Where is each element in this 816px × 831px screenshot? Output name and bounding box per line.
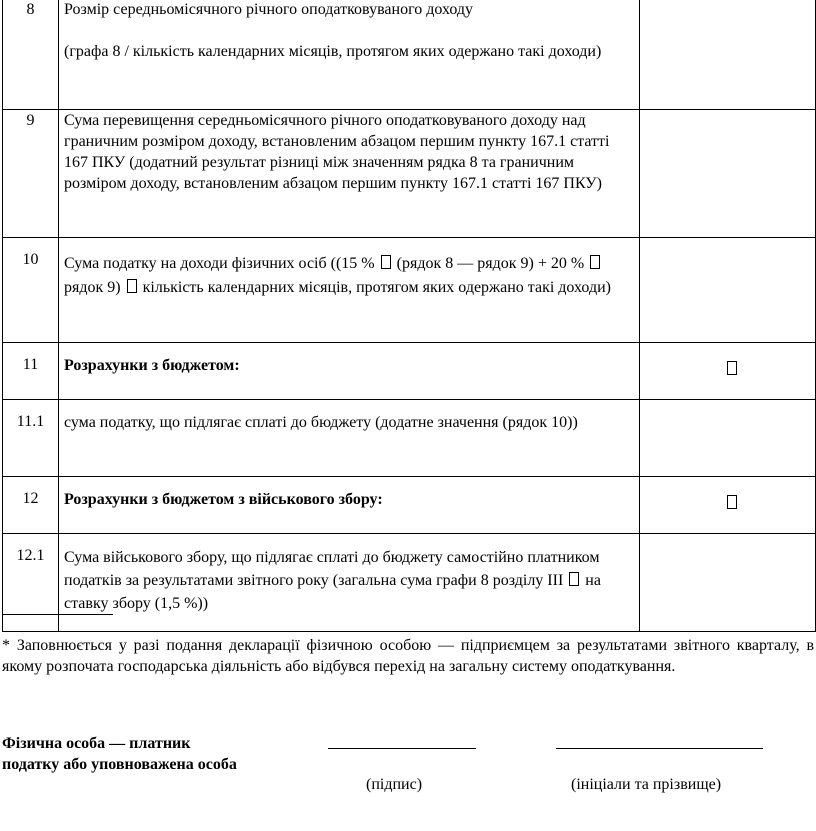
signature-caption: (підпис)	[366, 776, 423, 793]
declaration-table	[2, 0, 816, 632]
table-row	[3, 400, 816, 477]
row-value-cell[interactable]	[640, 534, 816, 632]
row-number: 10	[3, 238, 59, 343]
row-value-cell[interactable]	[640, 110, 816, 238]
footnote-divider	[2, 614, 113, 615]
footnote-text: * Заповнюється у разі подання декларації фізичною особою — підприємцем за результатами звітного кварталу, в якому розпочата господарська діяльність або відбувся перехід на загальну систему оподаткування.	[2, 637, 814, 675]
table-row	[3, 110, 816, 238]
row-description	[59, 238, 640, 343]
multiply-symbol-icon	[569, 572, 579, 586]
row-value-cell[interactable]	[640, 238, 816, 343]
row-text-part: на ставку збору (1,5 %))	[64, 572, 601, 612]
row-text-part: рядок 9)	[64, 279, 121, 296]
row-description: Сума перевищення середньомісячного річного оподатковуваного доходу над граничним розміром доходу, встановленим абзацом першим пункту 167.1 статті 167 ПКУ (додатний результат різниці між значенням рядка 8 та граничним розміром доходу, встановленим абзацом першим пункту 167.1 статті 167 ПКУ)	[59, 110, 640, 238]
table-row	[3, 0, 816, 110]
row-number: 8	[3, 0, 59, 110]
row-text: Розмір середньомісячного річного оподатковуваного доходу	[64, 1, 474, 18]
signatory-label-line: податку або уповноважена особа	[2, 756, 237, 773]
row-text-note: (графа 8 / кількість календарних місяців, протягом яких одержано такі доходи)	[64, 43, 602, 60]
table-row	[3, 477, 816, 534]
table-row	[3, 343, 816, 400]
not-applicable-box-icon	[727, 361, 737, 375]
not-applicable-box-icon	[727, 495, 737, 509]
row-description: Розрахунки з бюджетом:	[59, 343, 640, 400]
signatory-label	[2, 733, 302, 775]
multiply-symbol-icon	[590, 255, 600, 269]
name-caption: (ініціали та прізвище)	[571, 776, 722, 793]
multiply-symbol-icon	[127, 279, 137, 293]
row-value-cell[interactable]	[640, 0, 816, 110]
row-number: 12.1	[3, 534, 59, 632]
row-value-cell	[640, 343, 816, 400]
row-text-part: Сума податку на доходи фізичних осіб ((15 %	[64, 255, 375, 272]
row-value-cell	[640, 477, 816, 534]
row-text-part: (рядок 8 — рядок 9) +	[396, 255, 547, 272]
row-description: Розрахунки з бюджетом з військового збору:	[59, 477, 640, 534]
row-text-part: 20 %	[550, 255, 585, 272]
row-text-part: Сума військового збору, що підлягає сплаті до бюджету самостійно платником податків за результатами звітного року (загальна сума графи 8 розділу ІІІ	[64, 549, 600, 589]
signatory-label-line: Фізична особа — платник	[2, 735, 191, 752]
row-text-part: кількість календарних місяців, протягом яких одержано такі доходи)	[142, 279, 611, 296]
row-number: 9	[3, 110, 59, 238]
row-description	[59, 0, 640, 110]
row-number: 11.1	[3, 400, 59, 477]
table-row	[3, 534, 816, 632]
row-number: 12	[3, 477, 59, 534]
row-number: 11	[3, 343, 59, 400]
table-row	[3, 238, 816, 343]
row-value-cell[interactable]	[640, 400, 816, 477]
name-line[interactable]	[556, 748, 763, 749]
row-description	[59, 534, 640, 632]
multiply-symbol-icon	[381, 255, 391, 269]
signature-line[interactable]	[328, 748, 476, 749]
row-description: сума податку, що підлягає сплаті до бюджету (додатне значення (рядок 10))	[59, 400, 640, 477]
